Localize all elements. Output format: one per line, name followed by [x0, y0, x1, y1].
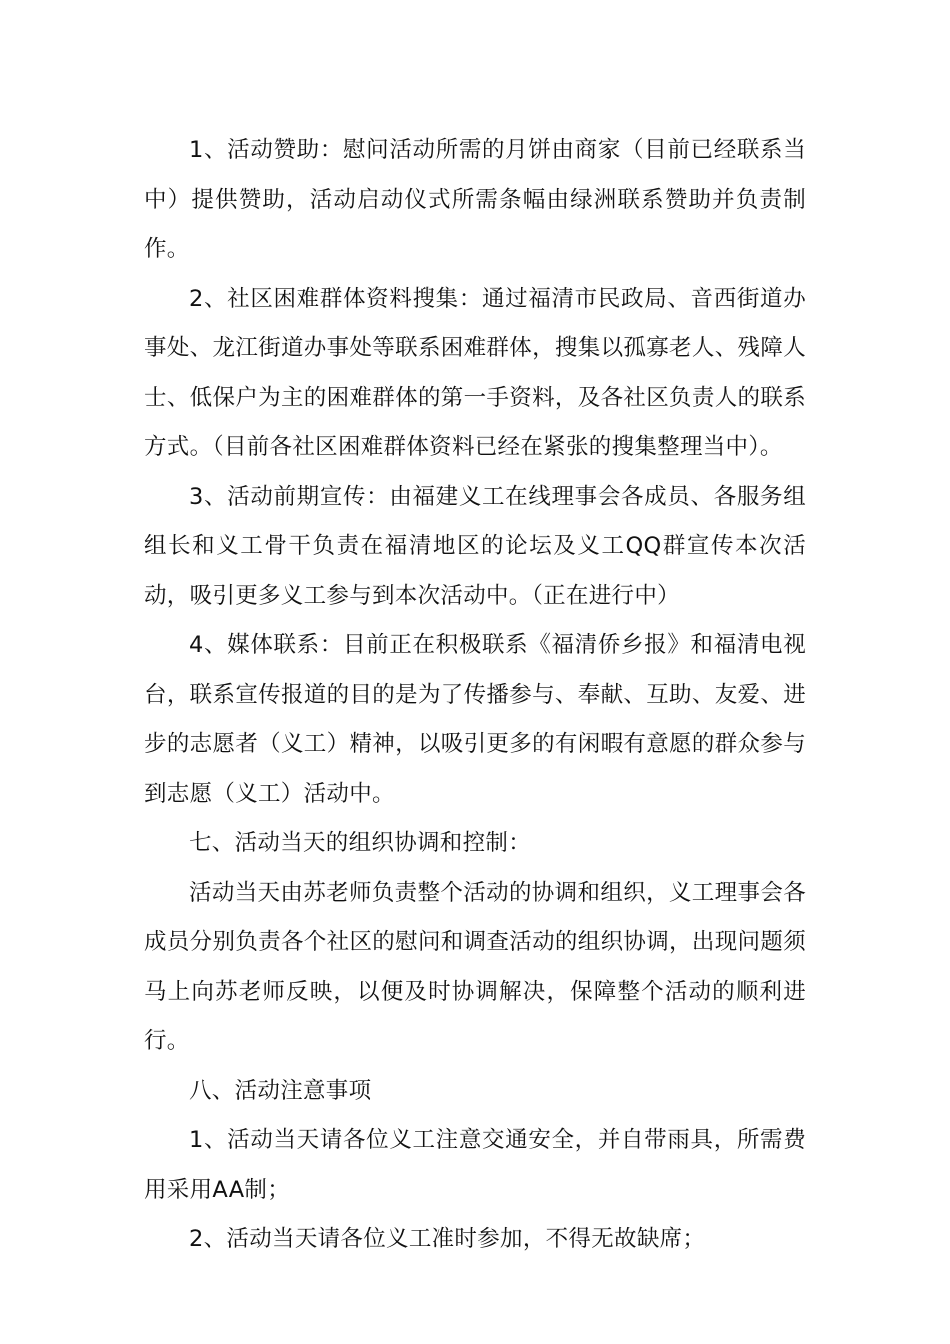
paragraph-sponsorship: 1、活动赞助：慰问活动所需的月饼由商家（目前已经联系当中）提供赞助，活动启动仪式所需条幅由绿洲联系赞助并负责制作。: [144, 137, 806, 262]
paragraph-note-safety: 1、活动当天请各位义工注意交通安全，并自带雨具，所需费用采用AA制；: [144, 1127, 806, 1203]
paragraph-data-collection: 2、社区困难群体资料搜集：通过福清市民政局、音西街道办事处、龙江街道办事处等联系困难群体，搜集以孤寡老人、残障人士、低保户为主的困难群体的第一手资料，及各社区负责人的联系方式。（目前各社区困难群体资料已经在紧张的搜集整理当中）。: [144, 285, 806, 460]
section-heading-notes: 八、活动注意事项: [189, 1077, 372, 1104]
paragraph-publicity: 3、活动前期宣传：由福建义工在线理事会各成员、各服务组组长和义工骨干负责在福清地区的论坛及义工QQ群宣传本次活动，吸引更多义工参与到本次活动中。（正在进行中）: [144, 483, 806, 609]
section-heading-coordination: 七、活动当天的组织协调和控制：: [189, 830, 532, 856]
paragraph-media-contact: 4、媒体联系：目前正在积极联系《福清侨乡报》和福清电视台，联系宣传报道的目的是为了传播参与、奉献、互助、友爱、进步的志愿者（义工）精神，以吸引更多的有闲暇有意愿的群众参与到志愿（义工）活动中。: [144, 632, 806, 807]
paragraph-coordination: 活动当天由苏老师负责整个活动的协调和组织，义工理事会各成员分别负责各个社区的慰问和调查活动的组织协调，出现问题须马上向苏老师反映，以便及时协调解决，保障整个活动的顺利进行。: [144, 879, 806, 1054]
document-body: [144, 126, 806, 1265]
paragraph-note-attendance: 2、活动当天请各位义工准时参加，不得无故缺席；: [189, 1226, 706, 1252]
